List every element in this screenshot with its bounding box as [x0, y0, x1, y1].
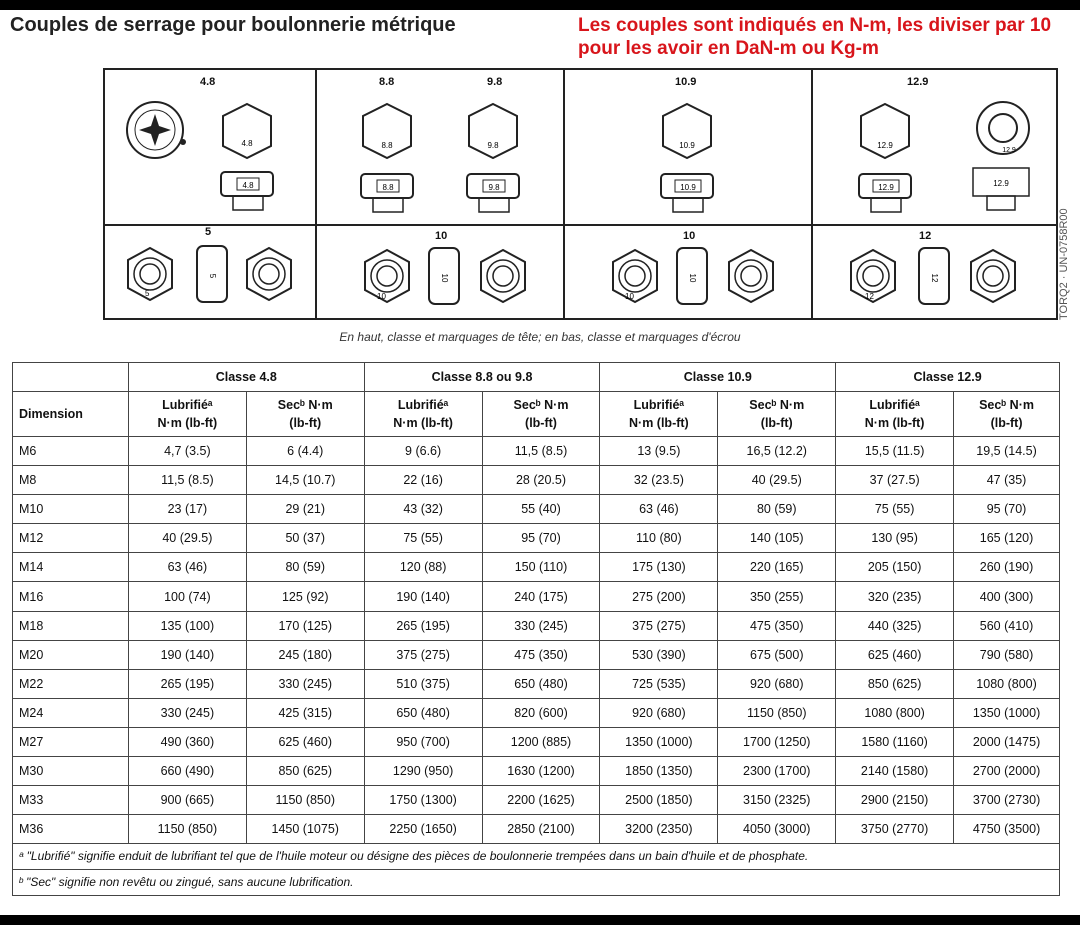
torque-value-cell: 920 (680) [600, 698, 718, 727]
torque-value-cell: 29 (21) [246, 495, 364, 524]
side-reference-code: TORQ2 · UN-0758R00 [1058, 208, 1070, 320]
svg-text:10.9: 10.9 [679, 141, 695, 150]
dimension-cell: M30 [13, 757, 129, 786]
svg-text:5: 5 [145, 289, 150, 298]
dimension-cell: M6 [13, 437, 129, 466]
torque-value-cell: 3150 (2325) [718, 786, 836, 815]
torque-value-cell: 4,7 (3.5) [128, 437, 246, 466]
torque-value-cell: 330 (245) [482, 611, 600, 640]
torque-value-cell: 245 (180) [246, 640, 364, 669]
head-class-label: 9.8 [487, 76, 503, 88]
svg-text:12: 12 [865, 292, 874, 301]
head-class-label: 10.9 [675, 76, 697, 88]
svg-text:10.9: 10.9 [680, 183, 696, 192]
table-row [13, 669, 1060, 698]
torque-value-cell: 3750 (2770) [836, 815, 954, 844]
torque-value-cell: 425 (315) [246, 698, 364, 727]
torque-value-cell: 1450 (1075) [246, 815, 364, 844]
torque-value-cell: 3700 (2730) [954, 786, 1060, 815]
torque-value-cell: 47 (35) [954, 466, 1060, 495]
svg-text:12.9: 12.9 [1002, 147, 1016, 154]
torque-value-cell: 260 (190) [954, 553, 1060, 582]
torque-value-cell: 2300 (1700) [718, 757, 836, 786]
svg-text:12.9: 12.9 [878, 183, 894, 192]
bolt-head-10-9-icon [565, 70, 813, 224]
footnote-row [13, 844, 1060, 870]
table-row [13, 495, 1060, 524]
nut-10-icon [565, 226, 813, 316]
dimension-cell: M12 [13, 524, 129, 553]
dimension-cell: M33 [13, 786, 129, 815]
footnote-dry: ᵇ "Sec" signifie non revêtu ou zingué, sans aucune lubrification. [13, 870, 1060, 896]
torque-value-cell: 15,5 (11.5) [836, 437, 954, 466]
torque-value-cell: 1700 (1250) [718, 727, 836, 756]
torque-value-cell: 75 (55) [836, 495, 954, 524]
torque-value-cell: 110 (80) [600, 524, 718, 553]
head-class-label: 12.9 [907, 76, 929, 88]
dimension-cell: M10 [13, 495, 129, 524]
torque-value-cell: 265 (195) [128, 669, 246, 698]
dimension-cell: M36 [13, 815, 129, 844]
torque-value-cell: 220 (165) [718, 553, 836, 582]
torque-value-cell: 820 (600) [482, 698, 600, 727]
torque-value-cell: 40 (29.5) [128, 524, 246, 553]
torque-value-cell: 1350 (1000) [600, 727, 718, 756]
torque-value-cell: 95 (70) [482, 524, 600, 553]
torque-value-cell: 75 (55) [364, 524, 482, 553]
torque-value-cell: 330 (245) [246, 669, 364, 698]
class-header-row [13, 363, 1060, 392]
empty-header-cell [13, 363, 129, 392]
torque-value-cell: 660 (490) [128, 757, 246, 786]
torque-value-cell: 80 (59) [718, 495, 836, 524]
torque-value-cell: 50 (37) [246, 524, 364, 553]
torque-value-cell: 23 (17) [128, 495, 246, 524]
torque-value-cell: 440 (325) [836, 611, 954, 640]
torque-value-cell: 125 (92) [246, 582, 364, 611]
svg-text:12: 12 [930, 273, 939, 283]
nut-class-label: 5 [205, 226, 212, 238]
bottom-border [0, 915, 1080, 925]
nut-class-label: 12 [919, 230, 932, 242]
table-row [13, 815, 1060, 844]
torque-value-cell: 14,5 (10.7) [246, 466, 364, 495]
head-cell-4-8 [105, 70, 317, 226]
head-class-label: 4.8 [200, 76, 216, 88]
torque-value-cell: 475 (350) [718, 611, 836, 640]
dimension-cell: M16 [13, 582, 129, 611]
torque-value-cell: 2500 (1850) [600, 786, 718, 815]
dry-header: Secᵇ N·m (lb-ft) [482, 392, 600, 437]
torque-value-cell: 375 (275) [600, 611, 718, 640]
top-border [0, 0, 1080, 10]
torque-value-cell: 330 (245) [128, 698, 246, 727]
table-row [13, 553, 1060, 582]
torque-value-cell: 63 (46) [128, 553, 246, 582]
torque-value-cell: 1080 (800) [954, 669, 1060, 698]
dimension-cell: M8 [13, 466, 129, 495]
torque-value-cell: 675 (500) [718, 640, 836, 669]
torque-value-cell: 850 (625) [836, 669, 954, 698]
dimension-cell: M14 [13, 553, 129, 582]
torque-value-cell: 2200 (1625) [482, 786, 600, 815]
svg-text:4.8: 4.8 [242, 181, 254, 190]
torque-value-cell: 625 (460) [836, 640, 954, 669]
table-row [13, 757, 1060, 786]
nut-10-icon [317, 226, 565, 316]
svg-text:10: 10 [377, 292, 386, 301]
torque-value-cell: 475 (350) [482, 640, 600, 669]
figure-caption: En haut, classe et marquages de tête; en bas, classe et marquages d'écrou [339, 330, 741, 344]
torque-table [12, 362, 1060, 896]
table-row [13, 524, 1060, 553]
torque-value-cell: 275 (200) [600, 582, 718, 611]
nut-cell-10b [565, 226, 813, 318]
torque-value-cell: 1850 (1350) [600, 757, 718, 786]
torque-value-cell: 16,5 (12.2) [718, 437, 836, 466]
torque-value-cell: 40 (29.5) [718, 466, 836, 495]
torque-value-cell: 240 (175) [482, 582, 600, 611]
torque-value-cell: 1150 (850) [246, 786, 364, 815]
lubricated-header: Lubrifiéᵃ N·m (lb-ft) [128, 392, 246, 437]
svg-text:9.8: 9.8 [488, 183, 500, 192]
svg-text:9.8: 9.8 [487, 141, 499, 150]
torque-value-cell: 375 (275) [364, 640, 482, 669]
torque-value-cell: 165 (120) [954, 524, 1060, 553]
nut-cell-10a [317, 226, 565, 318]
torque-value-cell: 510 (375) [364, 669, 482, 698]
torque-value-cell: 1630 (1200) [482, 757, 600, 786]
torque-value-cell: 130 (95) [836, 524, 954, 553]
sub-header-row [13, 392, 1060, 437]
torque-value-cell: 320 (235) [836, 582, 954, 611]
table-row [13, 698, 1060, 727]
footnote-row [13, 870, 1060, 896]
torque-value-cell: 4050 (3000) [718, 815, 836, 844]
torque-value-cell: 350 (255) [718, 582, 836, 611]
svg-text:12.9: 12.9 [993, 179, 1009, 188]
torque-value-cell: 135 (100) [128, 611, 246, 640]
page-title: Couples de serrage pour boulonnerie métrique [10, 14, 456, 36]
head-cell-12-9 [813, 70, 1056, 226]
torque-value-cell: 43 (32) [364, 495, 482, 524]
bolt-head-8-8-9-8-icon [317, 70, 565, 224]
torque-value-cell: 2000 (1475) [954, 727, 1060, 756]
table-row [13, 466, 1060, 495]
nut-5-icon [105, 226, 317, 316]
torque-value-cell: 2140 (1580) [836, 757, 954, 786]
head-class-label: 8.8 [379, 76, 395, 88]
dimension-cell: M20 [13, 640, 129, 669]
torque-value-cell: 190 (140) [364, 582, 482, 611]
table-row [13, 437, 1060, 466]
torque-value-cell: 850 (625) [246, 757, 364, 786]
torque-value-cell: 2850 (2100) [482, 815, 600, 844]
table-row [13, 640, 1060, 669]
torque-value-cell: 400 (300) [954, 582, 1060, 611]
torque-value-cell: 9 (6.6) [364, 437, 482, 466]
table-row [13, 786, 1060, 815]
nut-class-label: 10 [683, 230, 696, 242]
torque-value-cell: 120 (88) [364, 553, 482, 582]
nut-12-icon [813, 226, 1056, 316]
unit-note: Les couples sont indiqués en N-m, les diviser par 10 pour les avoir en DaN-m ou Kg-m [578, 15, 1052, 59]
torque-value-cell: 650 (480) [364, 698, 482, 727]
dimension-header: Dimension [13, 392, 129, 437]
torque-value-cell: 32 (23.5) [600, 466, 718, 495]
torque-value-cell: 63 (46) [600, 495, 718, 524]
torque-value-cell: 1750 (1300) [364, 786, 482, 815]
table-row [13, 582, 1060, 611]
torque-value-cell: 4750 (3500) [954, 815, 1060, 844]
table-body [13, 437, 1060, 844]
class-header: Classe 10.9 [600, 363, 836, 392]
torque-value-cell: 1200 (885) [482, 727, 600, 756]
torque-value-cell: 175 (130) [600, 553, 718, 582]
bolt-marking-figure [103, 68, 1058, 320]
dimension-cell: M24 [13, 698, 129, 727]
torque-value-cell: 150 (110) [482, 553, 600, 582]
torque-value-cell: 170 (125) [246, 611, 364, 640]
head-cell-10-9 [565, 70, 813, 226]
dry-header: Secᵇ N·m (lb-ft) [718, 392, 836, 437]
lubricated-header: Lubrifiéᵃ N·m (lb-ft) [364, 392, 482, 437]
bolt-head-4-8-icon [105, 70, 317, 224]
torque-value-cell: 55 (40) [482, 495, 600, 524]
torque-value-cell: 530 (390) [600, 640, 718, 669]
dry-header: Secᵇ N·m (lb-ft) [954, 392, 1060, 437]
torque-value-cell: 190 (140) [128, 640, 246, 669]
lubricated-header: Lubrifiéᵃ N·m (lb-ft) [600, 392, 718, 437]
torque-value-cell: 19,5 (14.5) [954, 437, 1060, 466]
nut-class-label: 10 [435, 230, 448, 242]
nut-cell-12 [813, 226, 1056, 318]
torque-value-cell: 265 (195) [364, 611, 482, 640]
torque-value-cell: 140 (105) [718, 524, 836, 553]
head-cell-8-8-9-8 [317, 70, 565, 226]
torque-value-cell: 1350 (1000) [954, 698, 1060, 727]
dimension-cell: M18 [13, 611, 129, 640]
svg-text:8.8: 8.8 [381, 141, 393, 150]
dry-header: Secᵇ N·m (lb-ft) [246, 392, 364, 437]
torque-value-cell: 920 (680) [718, 669, 836, 698]
torque-value-cell: 205 (150) [836, 553, 954, 582]
table-row [13, 727, 1060, 756]
dimension-cell: M27 [13, 727, 129, 756]
torque-value-cell: 1150 (850) [128, 815, 246, 844]
class-header: Classe 4.8 [128, 363, 364, 392]
torque-value-cell: 650 (480) [482, 669, 600, 698]
svg-text:5: 5 [208, 273, 217, 279]
torque-value-cell: 1150 (850) [718, 698, 836, 727]
torque-value-cell: 6 (4.4) [246, 437, 364, 466]
torque-value-cell: 11,5 (8.5) [128, 466, 246, 495]
torque-value-cell: 900 (665) [128, 786, 246, 815]
torque-value-cell: 95 (70) [954, 495, 1060, 524]
torque-value-cell: 2900 (2150) [836, 786, 954, 815]
table-row [13, 611, 1060, 640]
torque-value-cell: 3200 (2350) [600, 815, 718, 844]
class-header: Classe 12.9 [836, 363, 1060, 392]
svg-text:10: 10 [440, 273, 449, 283]
svg-text:4.8: 4.8 [241, 139, 253, 148]
torque-value-cell: 22 (16) [364, 466, 482, 495]
torque-value-cell: 790 (580) [954, 640, 1060, 669]
torque-value-cell: 11,5 (8.5) [482, 437, 600, 466]
svg-text:10: 10 [625, 292, 634, 301]
torque-value-cell: 80 (59) [246, 553, 364, 582]
class-header: Classe 8.8 ou 9.8 [364, 363, 600, 392]
torque-value-cell: 625 (460) [246, 727, 364, 756]
torque-value-cell: 28 (20.5) [482, 466, 600, 495]
torque-value-cell: 2700 (2000) [954, 757, 1060, 786]
svg-text:12.9: 12.9 [877, 141, 893, 150]
torque-value-cell: 725 (535) [600, 669, 718, 698]
nut-cell-5 [105, 226, 317, 318]
torque-value-cell: 560 (410) [954, 611, 1060, 640]
torque-value-cell: 950 (700) [364, 727, 482, 756]
footnote-lubricated: ᵃ "Lubrifié" signifie enduit de lubrifiant tel que de l'huile moteur ou désigne des pièces de boulonnerie trempées dans un bain d'huile et de phosphate. [13, 844, 1060, 870]
lubricated-header: Lubrifiéᵃ N·m (lb-ft) [836, 392, 954, 437]
svg-text:10: 10 [688, 273, 697, 283]
torque-value-cell: 37 (27.5) [836, 466, 954, 495]
torque-value-cell: 100 (74) [128, 582, 246, 611]
dimension-cell: M22 [13, 669, 129, 698]
svg-text:8.8: 8.8 [382, 183, 394, 192]
torque-value-cell: 2250 (1650) [364, 815, 482, 844]
torque-value-cell: 1580 (1160) [836, 727, 954, 756]
torque-value-cell: 490 (360) [128, 727, 246, 756]
bolt-head-12-9-icon [813, 70, 1056, 224]
torque-value-cell: 1080 (800) [836, 698, 954, 727]
torque-value-cell: 13 (9.5) [600, 437, 718, 466]
torque-value-cell: 1290 (950) [364, 757, 482, 786]
